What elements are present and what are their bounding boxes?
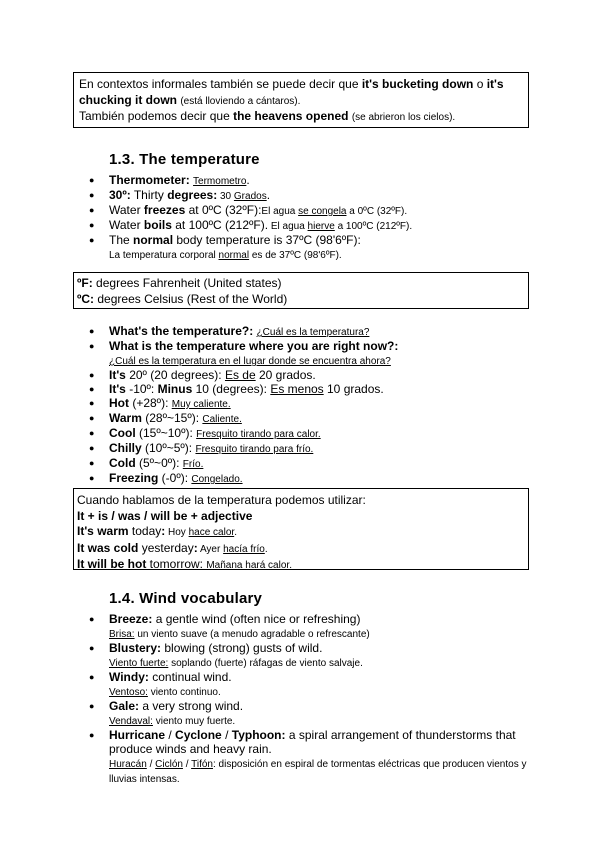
text-fragment: Blustery: (109, 641, 162, 655)
text-fragment: Gale: (109, 699, 140, 713)
text-fragment: viento continuo. (147, 687, 221, 698)
text-fragment: hace calor (188, 527, 235, 538)
text-fragment: 20º (20 degrees): (125, 368, 225, 382)
text-fragment: El agua (268, 221, 308, 232)
text-fragment: 10 (degrees): (192, 382, 271, 396)
text-fragment: se congela (298, 206, 347, 217)
text-fragment: a 0ºC (32ºF). (346, 206, 408, 217)
temperature-vocab-list (89, 173, 529, 262)
text-fragment: Es de (224, 368, 256, 382)
text-fragment: / (165, 728, 176, 742)
text-fragment: Congelado. (191, 474, 243, 485)
list-item (89, 324, 529, 339)
text-fragment: (15º~10º): (135, 426, 197, 440)
text-fragment: What is the temperature where you are right now?: (109, 339, 399, 353)
text-fragment: o (473, 77, 487, 91)
text-fragment: a very strong wind. (139, 699, 244, 713)
text-fragment: . (266, 188, 271, 202)
grammar-box (73, 488, 529, 570)
text-fragment: Warm (109, 411, 142, 425)
list-item (89, 339, 529, 368)
text-fragment: : (161, 524, 166, 538)
text-fragment: hacía frío (223, 543, 265, 555)
text-fragment: (está lloviendo a cántaros). (180, 95, 301, 107)
text-fragment: at 0ºC (32ºF): (185, 203, 262, 217)
wind-heading: 1.4. Wind vocabulary (109, 590, 263, 607)
list-item (89, 441, 529, 456)
grammar-example-1 (77, 524, 525, 541)
text-fragment: It + is / was / will be + adjective (77, 508, 253, 523)
text-fragment: / (182, 759, 192, 770)
text-fragment: normal (133, 233, 174, 247)
text-fragment: Frío. (182, 459, 204, 470)
text-fragment: Cold (109, 456, 136, 470)
text-fragment: ºF: (77, 276, 93, 290)
text-fragment: Typhoon: (231, 728, 286, 742)
list-item (89, 426, 529, 441)
list-item (89, 188, 529, 203)
text-fragment: The (109, 233, 134, 247)
text-fragment: Ayer (197, 543, 224, 555)
text-fragment: (10º~5º): (141, 441, 196, 455)
grammar-rule (77, 509, 525, 525)
text-fragment: Chilly (109, 441, 142, 455)
text-fragment: / (146, 759, 156, 770)
text-fragment: hará calor (245, 560, 290, 571)
list-item (89, 382, 529, 396)
text-fragment: soplando (fuerte) ráfagas de viento salvaje. (168, 658, 363, 669)
text-fragment: / (221, 728, 232, 742)
text-fragment: Brisa: (109, 629, 135, 640)
celsius-line (77, 292, 525, 308)
text-fragment: Ventoso: (109, 687, 148, 698)
list-item (89, 641, 529, 670)
list-item (89, 233, 529, 262)
list-item (89, 728, 529, 786)
text-fragment: It will be hot (77, 557, 147, 571)
list-item (89, 396, 529, 411)
text-fragment: It's warm (77, 524, 129, 538)
grammar-example-3 (77, 557, 525, 574)
text-fragment: It's (109, 382, 126, 396)
text-fragment: it's bucketing down (361, 77, 474, 91)
text-fragment: Water (109, 218, 144, 232)
text-fragment: 30º: (109, 188, 131, 202)
text-fragment: Hot (109, 396, 129, 410)
text-fragment: degrees Celsius (Rest of the World) (94, 291, 288, 306)
text-fragment: tomorrow: (146, 557, 207, 571)
text-fragment: Termometro (193, 176, 247, 187)
text-fragment: 10 grados. (323, 382, 384, 396)
text-fragment: -10º: (125, 382, 158, 396)
text-fragment: (se abrieron los cielos). (351, 112, 456, 123)
text-fragment: chucking it down (79, 92, 177, 107)
text-fragment: . (246, 173, 250, 187)
text-fragment: Breeze: (109, 612, 153, 626)
text-fragment: Viento fuerte: (109, 658, 169, 669)
text-fragment: It's (109, 368, 126, 382)
text-fragment: ¿Cuál es la temperatura? (256, 327, 370, 338)
text-fragment: hierve (307, 221, 335, 232)
text-fragment: (-0º): (158, 471, 192, 485)
text-fragment: degrees Fahrenheit (United states) (92, 276, 282, 290)
text-fragment: Fresquito tirando para frío. (195, 444, 314, 455)
temperature-phrases-list (89, 324, 529, 486)
temperature-heading: 1.3. The temperature (109, 151, 260, 168)
text-fragment: Es menos (270, 382, 324, 396)
text-fragment: Huracán (109, 759, 147, 770)
text-fragment: body temperature is 37ºC (98'6ºF): (173, 233, 361, 247)
wind-vocab-list (89, 612, 529, 786)
text-fragment: yesterday (138, 540, 194, 555)
text-fragment: (5º~0º): (135, 456, 183, 470)
text-fragment: . (264, 543, 268, 555)
text-fragment: Minus (157, 382, 193, 396)
text-fragment: a 100ºC (212ºF). (334, 221, 413, 232)
text-fragment: Hurricane (109, 728, 166, 742)
text-fragment: Thirty (130, 188, 168, 202)
text-fragment: (28º~15º): (141, 411, 203, 425)
text-fragment: . (234, 527, 237, 538)
list-item (89, 173, 529, 188)
text-fragment: Cool (109, 426, 136, 440)
text-fragment: 20 grados. (255, 368, 316, 382)
grammar-example-2 (77, 541, 525, 558)
text-fragment: a gentle wind (often nice or refreshing) (152, 612, 361, 626)
text-fragment: Fresquito tirando para calor. (196, 429, 321, 440)
list-item (89, 612, 529, 641)
text-fragment: blowing (strong) gusts of wild. (161, 641, 323, 655)
list-item (89, 203, 529, 218)
text-fragment: un viento suave (a menudo agradable o refrescante) (134, 629, 370, 640)
list-item (89, 218, 529, 233)
text-fragment: . (289, 560, 292, 571)
list-item (89, 411, 529, 426)
text-fragment: Vendaval: (109, 716, 153, 727)
text-fragment: La temperatura corporal (109, 250, 219, 261)
text-fragment: It was cold (77, 540, 139, 555)
text-fragment: What's the temperature?: (109, 324, 254, 338)
temperature-scale-box (73, 272, 529, 309)
text-fragment: degrees: (167, 188, 218, 202)
text-fragment: ºC: (77, 291, 95, 306)
intro-note-box (73, 72, 529, 128)
text-fragment: Hoy (165, 527, 189, 538)
text-fragment: normal (218, 250, 250, 261)
list-item (89, 368, 529, 382)
text-fragment: Caliente. (202, 414, 242, 425)
intro-line-1 (79, 77, 523, 93)
text-fragment: Grados (233, 191, 267, 202)
text-fragment: También podemos decir que (79, 109, 234, 123)
intro-line-3 (79, 109, 523, 126)
text-fragment: El agua (261, 206, 299, 217)
text-fragment: ¿Cuál es la temperatura en el lugar donde se encuentra ahora? (109, 356, 391, 367)
text-fragment: Tifón (191, 759, 213, 770)
text-fragment: : (193, 540, 198, 555)
text-fragment: Windy: (109, 670, 149, 684)
text-fragment: Ciclón (155, 759, 183, 770)
text-fragment: Muy caliente. (171, 399, 231, 410)
text-fragment: es de 37ºC (98'6ºF). (249, 250, 342, 261)
text-fragment: Thermometer: (109, 173, 190, 187)
text-fragment: Mañana (206, 560, 246, 571)
text-fragment: (+28º): (129, 396, 172, 410)
list-item (89, 471, 529, 486)
text-fragment: the heavens opened (233, 109, 349, 123)
text-fragment: freezes (143, 203, 186, 217)
text-fragment: viento muy fuerte. (152, 716, 236, 727)
fahrenheit-line (77, 276, 525, 292)
list-item (89, 699, 529, 728)
list-item (89, 456, 529, 471)
text-fragment: it's (486, 77, 504, 91)
text-fragment: 30 (217, 191, 234, 202)
text-fragment: Cyclone (175, 728, 222, 742)
text-fragment: : disposición en espiral de tormentas eléctricas que producen vientos y lluvias intensas. (109, 759, 527, 785)
text-fragment: a spiral arrangement of thunderstorms that produce winds and heavy rain. (109, 728, 516, 756)
text-fragment: boils (143, 218, 172, 232)
text-fragment: Freezing (109, 471, 159, 485)
text-fragment: today (128, 524, 162, 538)
text-fragment: at 100ºC (212ºF). (171, 218, 269, 232)
text-fragment: continual wind. (148, 670, 232, 684)
grammar-intro: Cuando hablamos de la temperatura podemos utilizar: (77, 493, 366, 507)
text-fragment: Water (109, 203, 144, 217)
list-item (89, 670, 529, 699)
text-fragment: En contextos informales también se puede decir que (79, 77, 362, 91)
intro-line-2 (79, 93, 523, 110)
